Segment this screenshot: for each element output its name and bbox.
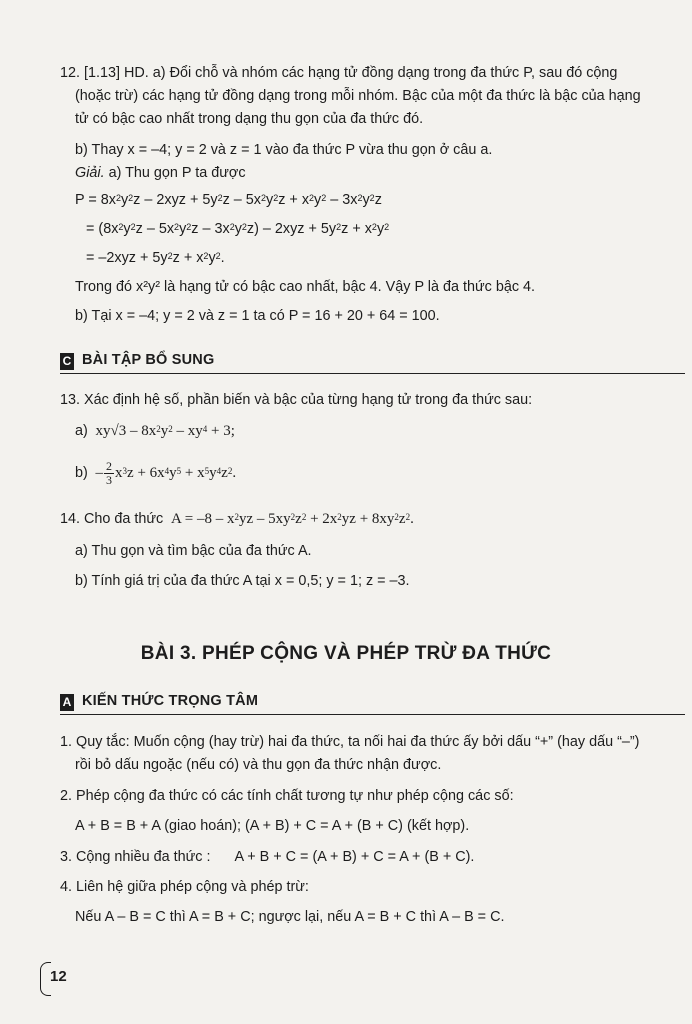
- ex12-conclusion: Trong đó x²y² là hạng tử có bậc cao nhất, bậc 4. Vậy P là đa thức bậc 4.: [75, 279, 536, 295]
- ex14-b: b) Tính giá trị của đa thức A tại x = 0,5; y = 1; z = –3.: [75, 573, 410, 589]
- rule2-line2: A + B = B + A (giao hoán); (A + B) + C = A + (B + C) (kết hợp).: [75, 818, 470, 834]
- section-a-badge: A: [60, 694, 74, 711]
- ex13-b: [75, 458, 236, 488]
- ex12-line4: b) Thay x = –4; y = 2 và z = 1 vào đa thức P vừa thu gọn ở câu a.: [75, 142, 493, 158]
- ex14-intro: [60, 509, 414, 529]
- ex12-line3: tử có bậc cao nhất trong dạng thu gọn của đa thức đó.: [75, 111, 424, 127]
- ex14-a: a) Thu gọn và tìm bậc của đa thức A.: [75, 543, 312, 559]
- section-a-header: [60, 692, 685, 715]
- ex14-formula: $A = -8 - x^2yz - 5xy^2z^2 + 2x^2yz + 8xy^2z^2$.: [167, 511, 414, 527]
- ex12-line1: 12. [1.13] HD. a) Đổi chỗ và nhóm các hạng tử đồng dạng trong đa thức P, sau đó cộng: [60, 65, 618, 81]
- section-c-badge: C: [60, 353, 74, 370]
- section-a-title: KIẾN THỨC TRỌNG TÂM: [82, 693, 259, 709]
- ex13-b-formula: – $\frac{2}{3}$ $x^3z + 6x^4y^5 + x^5y^4z^2$.: [91, 459, 237, 488]
- ex13-b-label: b): [75, 465, 88, 481]
- section-c-header: [60, 351, 685, 374]
- rule4-line2: Nếu A – B = C thì A = B + C; ngược lại, nếu A = B + C thì A – B = C.: [75, 909, 505, 925]
- rule3-formula: A + B + C = (A + B) + C = A + (B + C).: [234, 849, 475, 865]
- ex12-line2: (hoặc trừ) các hạng tử đồng dạng trong mỗi nhóm. Bậc của một đa thức là bậc của hạng: [75, 88, 641, 104]
- ex13-a-label: a): [75, 423, 88, 439]
- page-number: 12: [50, 968, 67, 985]
- rule2-line1: 2. Phép cộng đa thức có các tính chất tương tự như phép cộng các số:: [60, 788, 514, 804]
- rule1-line1: 1. Quy tắc: Muốn cộng (hay trừ) hai đa thức, ta nối hai đa thức ấy bởi dấu “+” (hay dấu “–”): [60, 734, 640, 750]
- rule3: [60, 847, 474, 867]
- ex12-formula-step2: = $(8x^2y^2z - 5x^2y^2z - 3x^2y^2z) - 2xyz + 5y^2z + x^2y^2$: [86, 221, 390, 237]
- ex13-intro: 13. Xác định hệ số, phần biến và bậc của từng hạng tử trong đa thức sau:: [60, 392, 533, 408]
- ex12-solution-heading: [75, 163, 246, 183]
- solution-text: a) Thu gọn P ta được: [104, 165, 246, 181]
- section-c-title: BÀI TẬP BỔ SUNG: [82, 352, 215, 368]
- ex12-part-b: b) Tại x = –4; y = 2 và z = 1 ta có P = 16 + 20 + 64 = 100.: [75, 308, 440, 324]
- ex13-a-formula: $xy√3 - 8x^2y^2 - xy^4 + 3$;: [91, 423, 235, 439]
- ex14-intro-text: 14. Cho đa thức: [60, 511, 164, 527]
- ex12-formula-step3: = $-2xyz + 5y^2z + x^2y^2$.: [86, 250, 225, 266]
- ex13-a: [75, 421, 235, 441]
- rule1-line2: rồi bỏ dấu ngoặc (nếu có) và thu gọn đa thức nhận được.: [75, 757, 442, 773]
- lesson-title: BÀI 3. PHÉP CỘNG VÀ PHÉP TRỪ ĐA THỨC: [140, 643, 552, 664]
- rule3-label: 3. Cộng nhiều đa thức :: [60, 849, 211, 865]
- solution-label: Giải.: [75, 165, 105, 181]
- rule4-line1: 4. Liên hệ giữa phép cộng và phép trừ:: [60, 879, 309, 895]
- ex12-formula-p: $P = 8x^2y^2z - 2xyz + 5y^2z - 5x^2y^2z + x^2y^2 - 3x^2y^2z$: [75, 192, 382, 208]
